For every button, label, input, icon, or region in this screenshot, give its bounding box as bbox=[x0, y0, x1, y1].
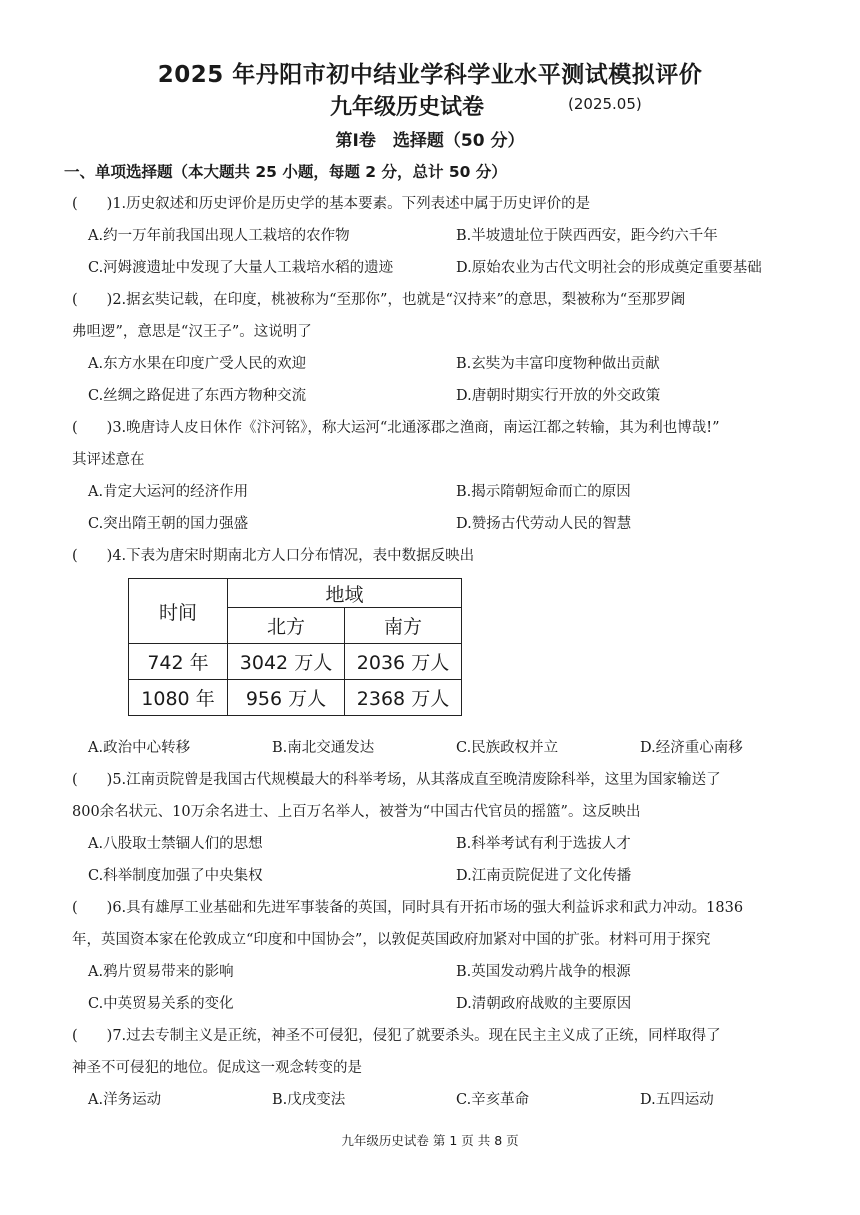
question-1-option-c: C.河姆渡遗址中发现了大量人工栽培水稻的遗迹 bbox=[88, 260, 394, 276]
part-heading: 第Ⅰ卷 选择题（50 分） bbox=[335, 131, 525, 151]
table-cell-year: 742 年 bbox=[129, 644, 228, 680]
question-2-line-2: 弗呾逻”，意思是“汉王子”。这说明了 bbox=[72, 324, 312, 340]
question-1-option-d: D.原始农业为古代文明社会的形成奠定重要基础 bbox=[456, 260, 762, 276]
question-7-option-c: C.辛亥革命 bbox=[456, 1092, 530, 1108]
table-cell-north: 3042 万人 bbox=[228, 644, 345, 680]
table-cell-north: 956 万人 bbox=[228, 680, 345, 716]
table-header-region: 地域 bbox=[228, 579, 462, 608]
question-1-line-1: ( )1.历史叙述和历史评价是历史学的基本要素。下列表述中属于历史评价的是 bbox=[72, 196, 591, 212]
question-5-option-c: C.科举制度加强了中央集权 bbox=[88, 868, 263, 884]
question-5-option-d: D.江南贡院促进了文化传播 bbox=[456, 868, 632, 884]
question-3-line-1: ( )3.晚唐诗人皮日休作《汴河铭》，称大运河“北通涿郡之渔商，南运江都之转输，其为利也博哉!” bbox=[72, 420, 720, 436]
question-4-line-1: ( )4.下表为唐宋时期南北方人口分布情况，表中数据反映出 bbox=[72, 548, 475, 564]
question-1-option-b: B.半坡遗址位于陕西西安，距今约六千年 bbox=[456, 228, 718, 244]
question-1-option-a: A.约一万年前我国出现人工栽培的农作物 bbox=[88, 228, 350, 244]
question-7-line-1: ( )7.过去专制主义是正统，神圣不可侵犯，侵犯了就要杀头。现在民主主义成了正统，同样取得了 bbox=[72, 1028, 721, 1044]
population-table bbox=[128, 578, 462, 716]
question-7-option-d: D.五四运动 bbox=[640, 1092, 714, 1108]
question-4-option-b: B.南北交通发达 bbox=[272, 740, 375, 756]
table-cell-south: 2036 万人 bbox=[345, 644, 462, 680]
page-footer: 九年级历史试卷 第 1 页 共 8 页 bbox=[341, 1133, 519, 1148]
question-4-option-d: D.经济重心南移 bbox=[640, 740, 743, 756]
table-header-north: 北方 bbox=[228, 608, 345, 644]
question-7-line-2: 神圣不可侵犯的地位。促成这一观念转变的是 bbox=[72, 1060, 362, 1076]
question-4-option-a: A.政治中心转移 bbox=[88, 740, 191, 756]
table-cell-year: 1080 年 bbox=[129, 680, 228, 716]
question-6-option-a: A.鸦片贸易带来的影响 bbox=[88, 964, 234, 980]
question-7-option-a: A.洋务运动 bbox=[88, 1092, 162, 1108]
section-heading: 一、单项选择题（本大题共 25 小题，每题 2 分，总计 50 分） bbox=[64, 163, 507, 181]
question-3-option-d: D.赞扬古代劳动人民的智慧 bbox=[456, 516, 632, 532]
question-7-option-b: B.戊戌变法 bbox=[272, 1092, 346, 1108]
question-6-option-b: B.英国发动鸦片战争的根源 bbox=[456, 964, 631, 980]
question-3-option-c: C.突出隋王朝的国力强盛 bbox=[88, 516, 249, 532]
question-3-line-2: 其评述意在 bbox=[72, 452, 145, 468]
exam-title: 2025 年丹阳市初中结业学科学业水平测试模拟评价 bbox=[157, 62, 703, 88]
table-row bbox=[129, 680, 462, 716]
question-2-option-a: A.东方水果在印度广受人民的欢迎 bbox=[88, 356, 307, 372]
question-5-line-1: ( )5.江南贡院曾是我国古代规模最大的科举考场，从其落成直至晚清废除科举，这里为国家输送了 bbox=[72, 772, 721, 788]
question-2-line-1: ( )2.据玄奘记载，在印度，桃被称为“至那你”，也就是“汉持来”的意思，梨被称为“至那罗阇 bbox=[72, 292, 686, 308]
exam-subtitle: 九年级历史试卷 bbox=[330, 95, 485, 120]
question-6-option-c: C.中英贸易关系的变化 bbox=[88, 996, 234, 1012]
table-cell-south: 2368 万人 bbox=[345, 680, 462, 716]
question-3-option-a: A.肯定大运河的经济作用 bbox=[88, 484, 249, 500]
table-header-south: 南方 bbox=[345, 608, 462, 644]
question-2-option-c: C.丝绸之路促进了东西方物种交流 bbox=[88, 388, 307, 404]
question-2-option-d: D.唐朝时期实行开放的外交政策 bbox=[456, 388, 661, 404]
question-4-option-c: C.民族政权并立 bbox=[456, 740, 559, 756]
question-2-option-b: B.玄奘为丰富印度物种做出贡献 bbox=[456, 356, 660, 372]
question-5-option-b: B.科举考试有利于选拔人才 bbox=[456, 836, 631, 852]
exam-date: (2025.05) bbox=[568, 95, 642, 113]
table-header-time: 时间 bbox=[129, 579, 228, 644]
table-row bbox=[129, 644, 462, 680]
question-5-option-a: A.八股取士禁锢人们的思想 bbox=[88, 836, 263, 852]
question-6-line-2: 年，英国资本家在伦敦成立“印度和中国协会”，以敦促英国政府加紧对中国的扩张。材料可用于探究 bbox=[72, 932, 711, 948]
question-5-line-2: 800余名状元、10万余名进士、上百万名举人，被誉为“中国古代官员的摇篮”。这反映出 bbox=[72, 804, 641, 820]
question-3-option-b: B.揭示隋朝短命而亡的原因 bbox=[456, 484, 631, 500]
question-6-line-1: ( )6.具有雄厚工业基础和先进军事装备的英国，同时具有开拓市场的强大利益诉求和武力冲动。1836 bbox=[72, 900, 744, 916]
question-6-option-d: D.清朝政府战败的主要原因 bbox=[456, 996, 632, 1012]
